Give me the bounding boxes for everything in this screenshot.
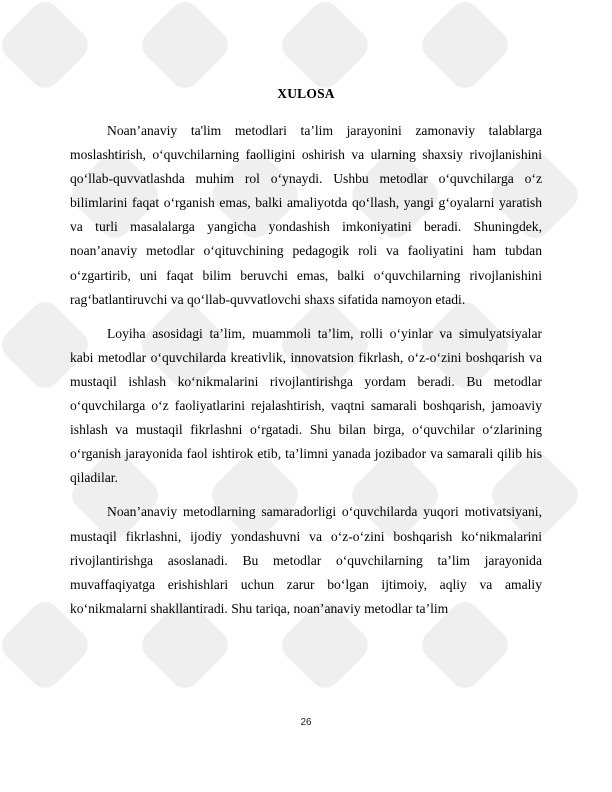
page-number: 26 xyxy=(300,717,312,728)
paragraph: Noan’anaviy metodlarning samaradorligi o‘quvchilarda yuqori motivatsiyani, mustaqil fikrlashni, ijodiy yondashuvni va o‘z-o‘zini boshqarish ko‘nikmalarini rivojlantirishga asoslanadi. Bu metodlar o‘quvchilarning ta’lim jarayonida muvaffaqiyatga erishishlari uchun zarur bo‘lgan ijtimoiy, aqliy va amaliy ko‘nikmalarni shakllantiradi. Shu tariqa, noan’anaviy metodlar ta’lim xyxy=(70,504,542,616)
document-body xyxy=(70,119,542,621)
document-title: XULOSA xyxy=(277,86,335,101)
paragraph: Loyiha asosidagi ta’lim, muammoli ta’lim, rolli o‘yinlar va simulyatsiyalar kabi metodlar o‘quvchilarda kreativlik, innovatsion fikrlash, o‘z-o‘zini boshqarish va mustaqil ishlash ko‘nikmalarini rivojlantirishga yordam beradi. Bu metodlar o‘quvchilarga o‘z faoliyatlarini rejalashtirish, vaqtni samarali boshqarish, jamoaviy ishlash va mustaqil fikrlashni o‘rgatadi. Shu bilan birga, o‘quvchilar o‘zlarining o‘rganish jarayonida faol ishtirok etib, ta’limni yanada jozibador va samarali qilib his qiladilar. xyxy=(70,325,542,486)
paragraph: Noan’anaviy ta'lim metodlari ta’lim jarayonini zamonaviy talablarga moslashtirish, o‘quvchilarning faolligini oshirish va ularning shaxsiy rivojlanishini qo‘llab-quvvatlashda muhim rol o‘ynaydi. Ushbu metodlar o‘quvchilarga o‘z bilimlarini faqat o‘rganish emas, balki amaliyotda qo‘llash, yangi g‘oyalarni yaratish va turli masalalarga yangicha yondashish imkoniyatini beradi. Shuningdek, noan’anaviy metodlar o‘qituvchining pedagogik roli va faoliyatini ham tubdan o‘zgartirib, uni faqat bilim beruvchi emas, balki o‘quvchilarning rivojlanishini rag‘batlantiruvchi va qo‘llab-quvvatlovchi shaxs sifatida namoyon etadi. xyxy=(70,123,542,307)
